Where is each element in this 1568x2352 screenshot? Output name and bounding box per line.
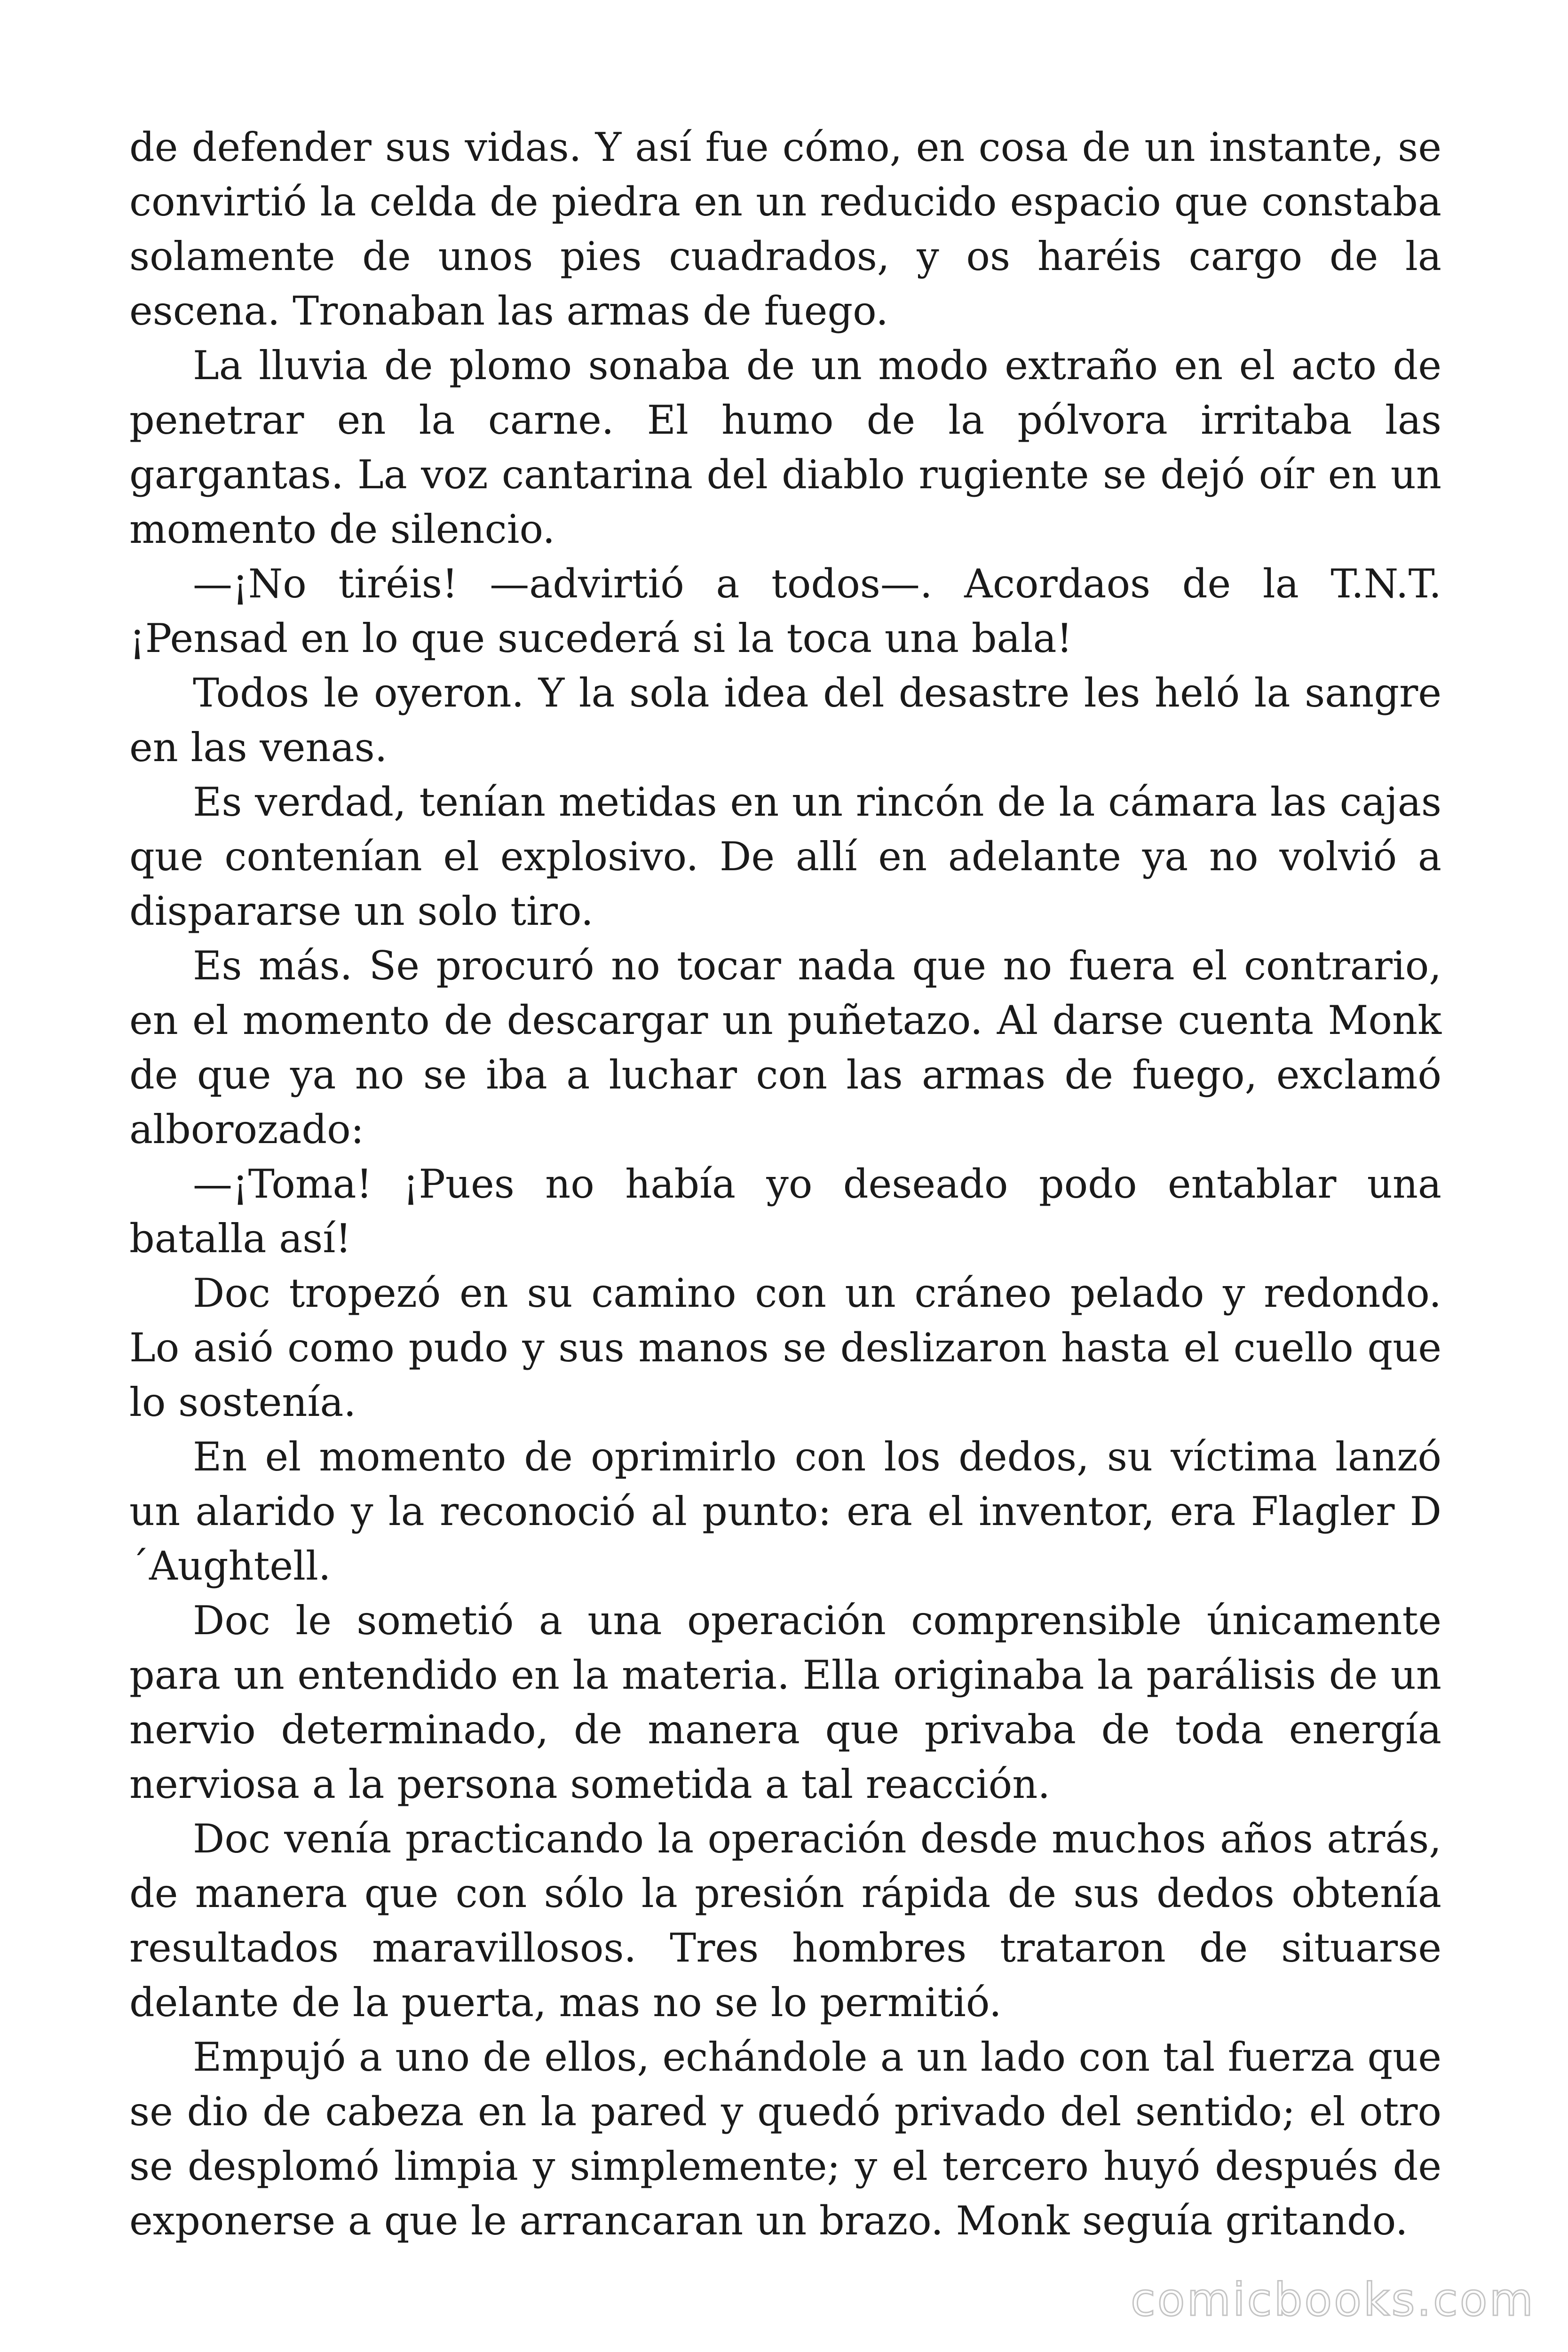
paragraph-3: —¡No tiréis! —advirtió a todos—. Acordaos de la T.N.T. ¡Pensad en lo que sucederá si la toca una bala! [129,561,1441,661]
paragraph-8: Doc tropezó en su camino con un cráneo pelado y redondo. Lo asió como pudo y sus manos se deslizaron hasta el cuello que lo sostenía. [129,1270,1441,1425]
paragraph-1: de defender sus vidas. Y así fue cómo, en cosa de un instante, se convirtió la celda de piedra en un reducido espacio que constaba solamente de unos pies cuadrados, y os haréis cargo de la escena. Tronaban las armas de fuego. [129,124,1441,334]
paragraph-4: Todos le oyeron. Y la sola idea del desastre les heló la sangre en las venas. [129,670,1441,771]
paragraph-10: Doc le sometió a una operación comprensible únicamente para un entendido en la materia. Ella originaba la parálisis de un nervio determinado, de manera que privaba de toda energía nerviosa a la persona sometida a tal reacción. [129,1597,1441,1807]
paragraph-7: —¡Toma! ¡Pues no había yo deseado podo entablar una batalla así! [129,1161,1441,1262]
paragraph-2: La lluvia de plomo sonaba de un modo extraño en el acto de penetrar en la carne. El humo de la pólvora irritaba las gargantas. La voz cantarina del diablo rugiente se dejó oír en un momento de silencio. [129,342,1441,552]
paragraph-11: Doc venía practicando la operación desde muchos años atrás, de manera que con sólo la presión rápida de sus dedos obtenía resultados maravillosos. Tres hombres trataron de situarse delante de la puerta, mas no se lo permitió. [129,1816,1441,2026]
paragraph-12: Empujó a uno de ellos, echándole a un lado con tal fuerza que se dio de cabeza en la pared y quedó privado del sentido; el otro se desplomó limpia y simplemente; y el tercero huyó después de exponerse a que le arrancaran un brazo. Monk seguía gritando. [129,2034,1441,2244]
page-body [129,120,1441,2248]
paragraph-9: En el momento de oprimirlo con los dedos, su víctima lanzó un alarido y la reconoció al punto: era el inventor, era Flagler D ´Aughtell. [129,1434,1441,1589]
watermark: comicbooks.com [1130,2273,1535,2326]
paragraph-5: Es verdad, tenían metidas en un rincón de la cámara las cajas que contenían el explosivo. De allí en adelante ya no volvió a dispararse un solo tiro. [129,779,1441,934]
paragraph-6: Es más. Se procuró no tocar nada que no fuera el contrario, en el momento de descargar un puñetazo. Al darse cuenta Monk de que ya no se iba a luchar con las armas de fuego, exclamó alborozado: [129,943,1441,1152]
